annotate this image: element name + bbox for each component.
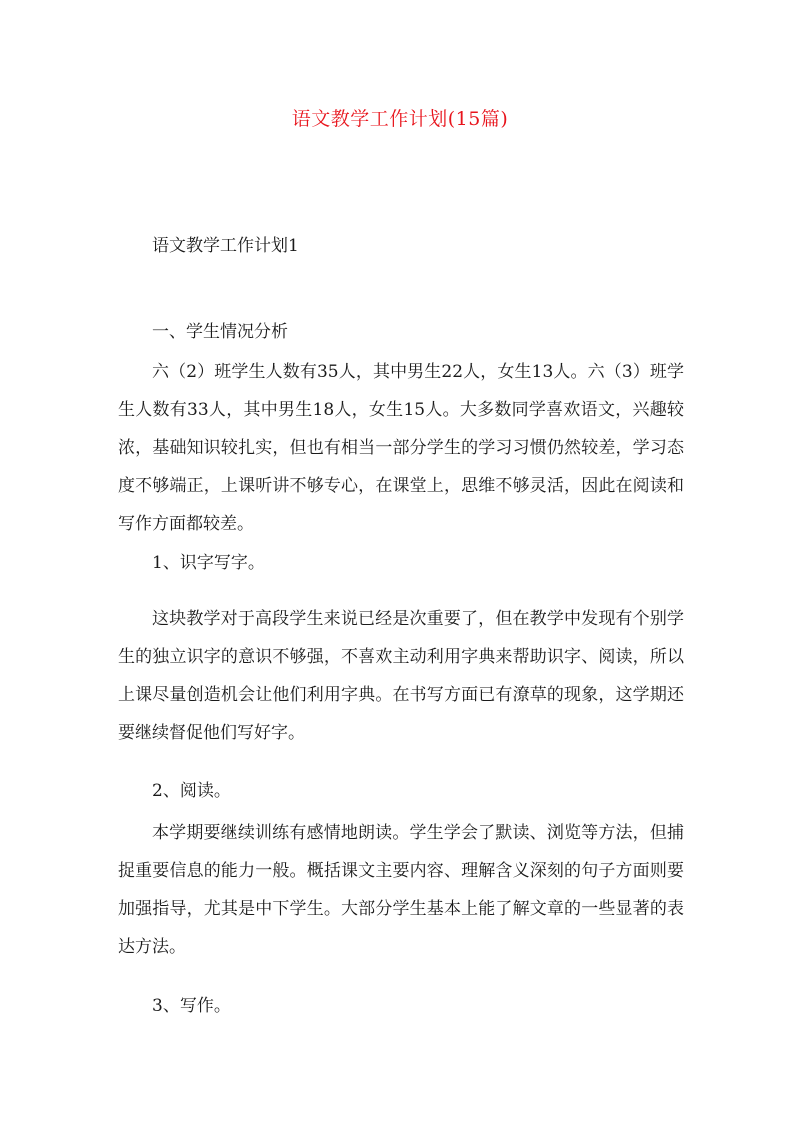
- part1-paragraph: 六（2）班学生人数有35人，其中男生22人，女生13人。六（3）班学生人数有33人，其中男生18人，女生15人。大多数同学喜欢语文，兴趣较浓，基础知识较扎实，但也有相当一部分学生的学习习惯仍然较差，学习态度不够端正，上课听讲不够专心，在课堂上，思维不够灵活，因此在阅读和写作方面都较差。: [118, 362, 684, 534]
- part1-heading: 一、学生情况分析: [152, 322, 288, 342]
- document-title: 语文教学工作计划(15篇): [291, 108, 509, 130]
- section-title: 语文教学工作计划1: [152, 236, 299, 256]
- item1-paragraph: 这块教学对于高段学生来说已经是次重要了，但在教学中发现有个别学生的独立识字的意识不够强，不喜欢主动利用字典来帮助识字、阅读，所以上课尽量创造机会让他们利用字典。在书写方面已有潦草的现象，这学期还要继续督促他们写好字。: [118, 609, 684, 743]
- item1-heading: 1、识字写字。: [152, 553, 265, 573]
- item2-heading: 2、阅读。: [152, 781, 231, 801]
- item2-paragraph: 本学期要继续训练有感情地朗读。学生学会了默读、浏览等方法，但捕捉重要信息的能力一般。概括课文主要内容、理解含义深刻的句子方面则要加强指导，尤其是中下学生。大部分学生基本上能了解文章的一些显著的表达方法。: [118, 823, 684, 957]
- item3-heading: 3、写作。: [152, 996, 231, 1016]
